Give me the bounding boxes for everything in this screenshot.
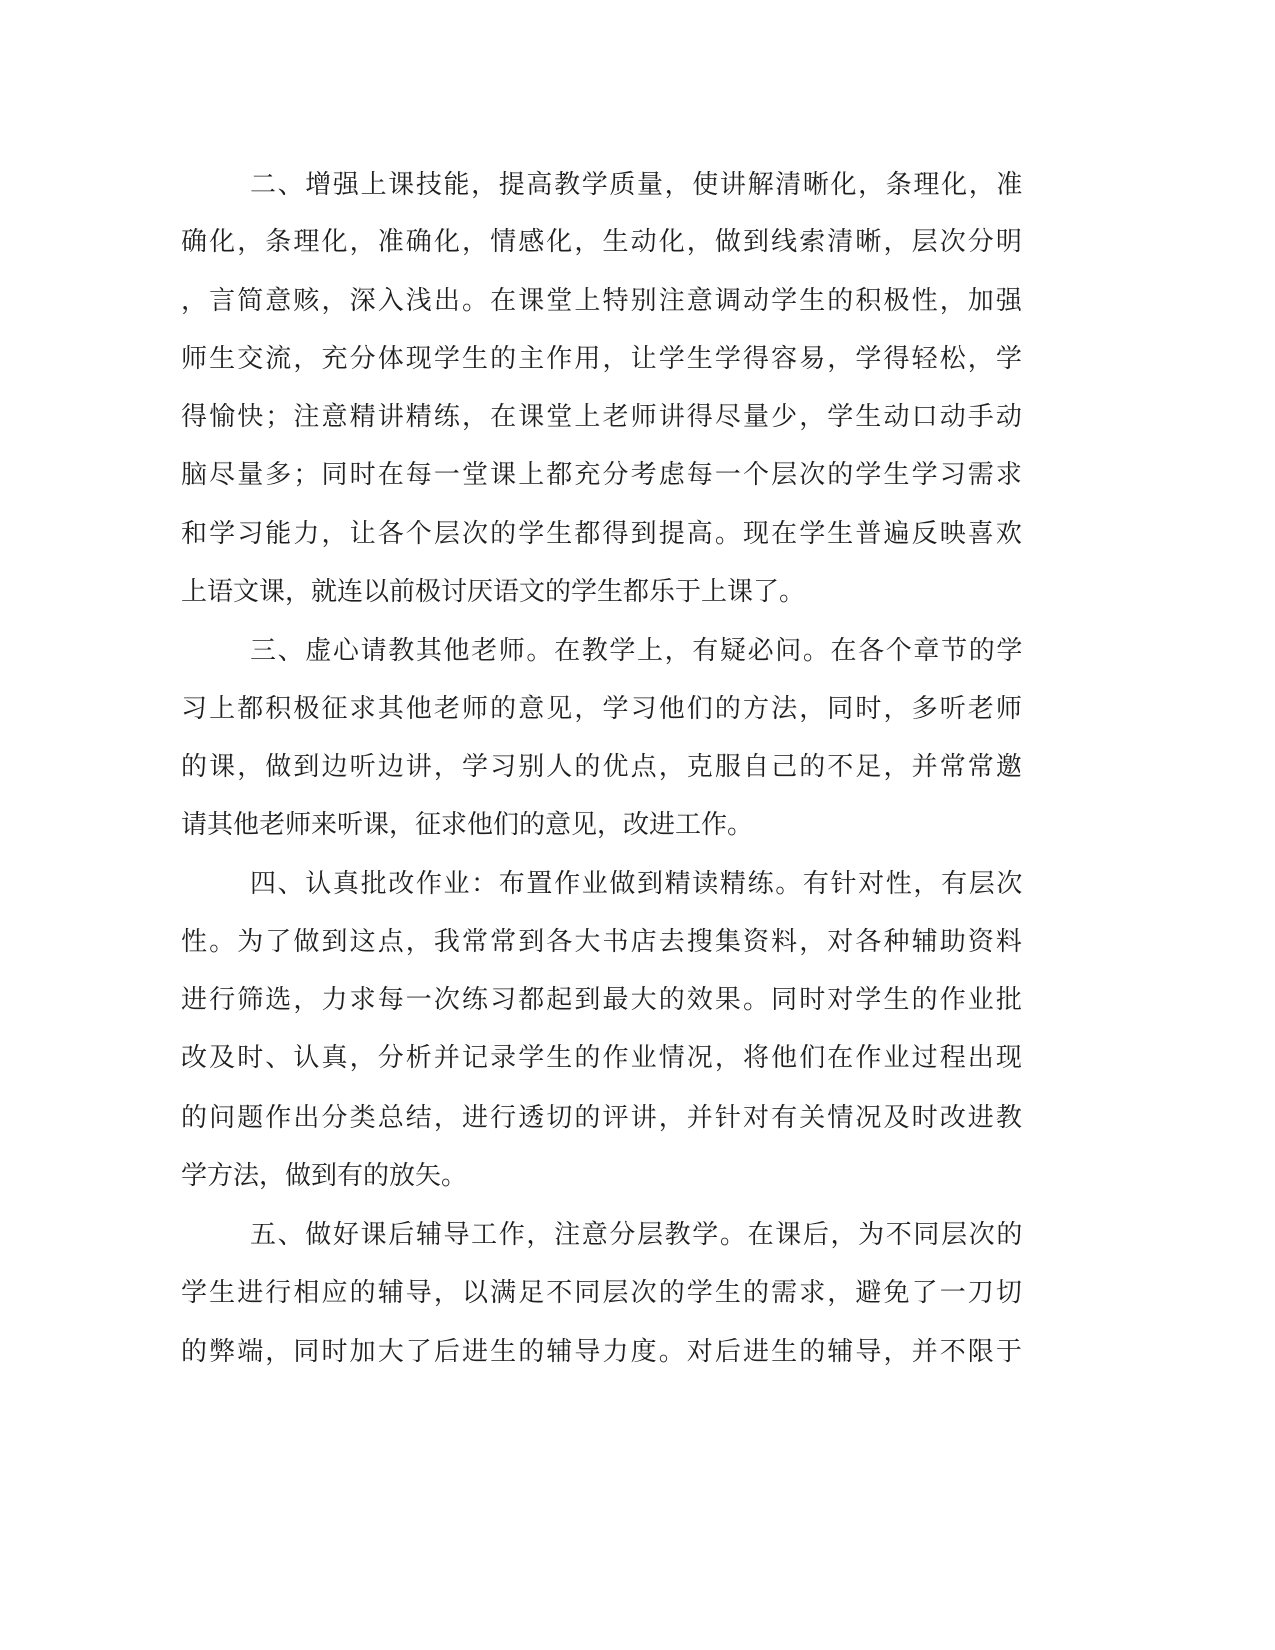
text-line: 二、增强上课技能，提高教学质量，使讲解清晰化，条理化，准 <box>250 170 1025 200</box>
text-line: 四、认真批改作业：布置作业做到精读精练。有针对性，有层次 <box>250 869 1025 899</box>
text-line: 的课，做到边听边讲，学习别人的优点，克服自己的不足，并常常邀 <box>181 752 1025 782</box>
text-line: 上语文课，就连以前极讨厌语文的学生都乐于上课了。 <box>181 577 806 607</box>
text-line: 的问题作出分类总结，进行透切的评讲，并针对有关情况及时改进教 <box>181 1103 1025 1133</box>
text-line: 五、做好课后辅导工作，注意分层教学。在课后，为不同层次的 <box>250 1220 1025 1250</box>
text-line: 进行筛选，力求每一次练习都起到最大的效果。同时对学生的作业批 <box>181 985 1025 1015</box>
text-line: ，言简意赅，深入浅出。在课堂上特别注意调动学生的积极性，加强 <box>181 286 1025 316</box>
text-line: 和学习能力，让各个层次的学生都得到提高。现在学生普遍反映喜欢 <box>181 519 1025 549</box>
text-line: 性。为了做到这点，我常常到各大书店去搜集资料，对各种辅助资料 <box>181 927 1025 957</box>
text-line: 脑尽量多；同时在每一堂课上都充分考虑每一个层次的学生学习需求 <box>181 460 1025 490</box>
text-line: 三、虚心请教其他老师。在教学上，有疑必问。在各个章节的学 <box>250 636 1025 666</box>
text-line: 的弊端，同时加大了后进生的辅导力度。对后进生的辅导，并不限于 <box>181 1337 1025 1367</box>
text-line: 得愉快；注意精讲精练，在课堂上老师讲得尽量少，学生动口动手动 <box>181 402 1025 432</box>
text-line: 请其他老师来听课，征求他们的意见，改进工作。 <box>181 810 754 840</box>
text-line: 确化，条理化，准确化，情感化，生动化，做到线索清晰，层次分明 <box>181 227 1025 257</box>
text-line: 习上都积极征求其他老师的意见，学习他们的方法，同时，多听老师 <box>181 694 1025 724</box>
text-line: 学生进行相应的辅导，以满足不同层次的学生的需求，避免了一刀切 <box>181 1278 1025 1308</box>
text-line: 改及时、认真，分析并记录学生的作业情况，将他们在作业过程出现 <box>181 1043 1025 1073</box>
text-line: 师生交流，充分体现学生的主作用，让学生学得容易，学得轻松，学 <box>181 344 1025 374</box>
text-line: 学方法，做到有的放矢。 <box>181 1161 468 1191</box>
